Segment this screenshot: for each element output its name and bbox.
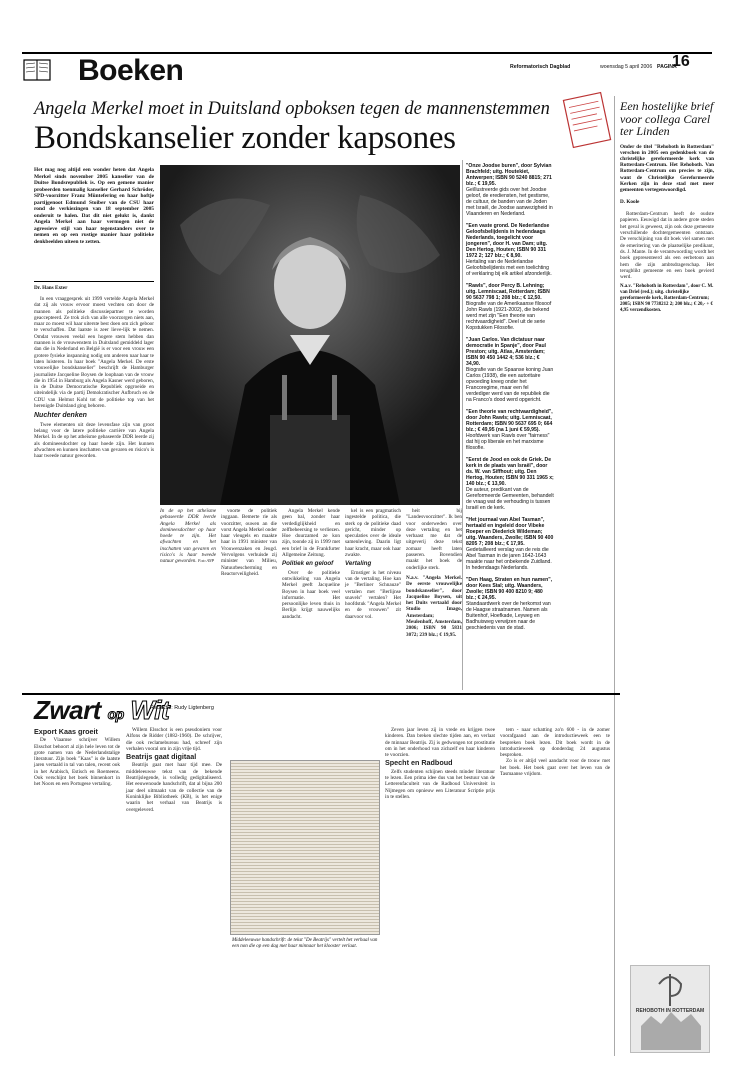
zwart-column-4 <box>500 727 610 777</box>
news-paragraph: Willem Elsschot is een pseudoniem voor Alfons de Ridder (1882-1960). De schrijver, die ook reclamebureau had, schreef zijn verhalen vooral om in zijn vrije tijd. <box>126 727 222 752</box>
book-description: Geïllustreerde gids over het Joodse geloof, de erediensten, het gestisme, de cultuur, de banden van de Joden met Israël, de Joodse aanwezigheid in Vlaanderen en Nederland. <box>466 187 553 217</box>
book-title: "Een theorie van rechtvaardigheid", door John Rawls; uitg. Lemniscaat, Rotterdam; ISBN 90 5637 695 0; 664 blz.; € 49,95 (na 1 juni € 59,95). <box>466 409 553 433</box>
right-column <box>620 100 714 313</box>
issue-date: woensdag 5 april 2006 <box>600 64 653 70</box>
article-paragraph: voorte de politiek inggaan. Bemerte rie als voorzitter, ouwen an die vorst Angela Merkel onder haar vleugels en maakte haar in 1991 minister van Vrouwenzaken en Jeugd. Vervolgens verhuisde zij minister van Milieu, Natuurbescherming en Reactorveiligheid. <box>221 508 277 577</box>
article-column-2 <box>221 508 277 577</box>
book-description: Hoofdwerk van Rawls over "fairness" dat hij op liberale en het marxisme filosofie. <box>466 433 550 451</box>
book-title: "Juan Carlos. Van dictatuur naar democratie in Spanje", door Paul Preston; uitg. Atlas, Amsterdam; ISBN 90 450 1442 4; 536 blz.; € 34,90. <box>466 337 546 367</box>
article-author: Dr. Hans Exter <box>34 285 68 291</box>
book-entry <box>466 577 554 631</box>
beatrijs-manuscript-image <box>230 760 380 935</box>
subheading: Vertaling <box>345 560 372 568</box>
book-list <box>466 163 554 637</box>
book-entry <box>466 517 554 571</box>
article-paragraph: Rotterdam-Centrum heeft de oudste papieren. Eeuwigd dat in andere grote steden het geval is geweest, zijn ook deze gemeente verschillende dochtergemeenten ontstaan. De verschijning van dit boek viel samen met de emeritering van de plaatselijke predikant, ds. J. Mante. In de verantwoording wordt het boek gepresenteerd als een eerbetoon aan hem die zijn ambtsdragerschap. Het terugblikt gemeente en een boek gevierd werd. <box>620 211 714 281</box>
article-column-1 <box>34 296 154 459</box>
rehoboth-book-cover <box>630 965 710 1053</box>
zwart-column-3 <box>385 727 495 800</box>
book-description: Gedetailleerd verslag van de reis die Abel Tasman in de jaren 1642-1643 maakte naar het onbekende Zuidland. In hedendaags Nederlands. <box>466 547 552 571</box>
article-paragraph: Ernstiger is het niveau van de vertaling. Hoe kan je "Berliner Schnauze" vertalen met "Berlijnse snavels" vertalen? Het hoofdstuk "Angela Merkel en de vrouwen" zit daarvoor vol. <box>345 569 401 620</box>
news-paragraph: Zeven jaar leven zij in vrede en krijgen twee kinderen. Dan breken slechte tijden aan, en verlaat de minnaar Beatrijs. Zij is gedwongen tot prostitutie om in het onderhoud van zichzelf en haar kinderen te voorzien. <box>385 727 495 759</box>
book-title: "Het journaal van Abel Tasman", hertaald en ingeleid door Vibeke Roeper en Diederick Wildeman; uitg. Waanders, Zwolle; ISBN 90 400 8205 7; 208 blz.; € 17,95. <box>466 517 554 547</box>
book-description: Biografie van de Amerikaanse filosoof John Rawls (1921-2002), die bekend werd met zijn "Een theorie van rechtvaardigheid". Deel uit de serie Kopstukken Filosofie. <box>466 301 552 331</box>
page-number: 16 <box>672 53 690 70</box>
photo-credit: Foto ANP <box>198 558 215 564</box>
column-rule <box>462 160 463 690</box>
manuscript-caption: Middeleeuwse handschrift: de tekst "De Beatrijs" vertelt het verhaal van een non die op een dag met haar minnaar het klooster verlaat. <box>232 938 378 949</box>
article-column-4 <box>345 508 401 620</box>
lead-divider <box>34 281 154 282</box>
book-entry <box>466 283 554 331</box>
page-label: PAGINA <box>657 64 677 70</box>
book-description: Hertaling van de Nederlandse Geloofsbelijdenis met een toelichting of verklaring bij elk artikel afzonderlijk. <box>466 259 552 277</box>
book-entry <box>466 457 554 511</box>
book-entry <box>466 409 554 451</box>
news-heading: Export Kaas groeit <box>34 727 98 736</box>
book-entry <box>466 337 554 403</box>
book-description: De auteur, predikant van de Gereformeerde Gemeenten, behandelt de vraag wat de verhouding is tussen Israël en de kerk. <box>466 487 554 511</box>
book-entry <box>466 223 554 277</box>
newspaper-name: Reformatorisch Dagblad <box>510 64 571 70</box>
caption-text: In de op het atheïsme gebaseerde DDR leerde Angela Merkel als domineesdochter op haar hoede te zijn. Het afwachten en het inschatten van gevaren en risico's is haar tweede natuur geworden. <box>160 508 216 565</box>
article-paragraph: Over de politieke ontwikkeling van Angela Merkel geeft Jacqueline Boysen in haar boek veel informatie. Het persoonlijke leven thuis in Berlijn krijgt nauwelijks aandacht. <box>282 569 340 620</box>
book-title: "Eerst de Jood en ook de Griek. De kerk in de plaats van Israël", door ds. W. van Siffhout; uitg. Den Hertog, Houten; ISBN 90 331 1965 x; 140 blz.; € 13,90. <box>466 457 554 487</box>
article-headline: Bondskanselier zonder kapsones <box>34 120 456 156</box>
column-title-word: Wit <box>130 695 170 725</box>
column-title <box>34 695 169 726</box>
book-title: "Een vaste grond. De Nederlandse Geloofsbelijdenis in hedendaags Nederlands, toegelicht voor jongeren", door H. van Dam; uitg. Den Hertog, Houten; ISBN 90 331 1972 2; 127 blz.; € 8,90. <box>466 223 550 259</box>
subheading: Politiek en geloof <box>282 560 334 568</box>
news-paragraph: De Vlaamse schrijver Willem Elsschot behoort al zijn hele leven tot de grote namen van de Nederlandstalige literatuur. Zijn boek "Kaas" is de laatste jaren vertaald in tal van talen, recent ook in het Arabisch, Estisch en Roemeens. Ook verschijnt het boek binnenkort in het Noors en een Portugese vertaling. <box>34 737 120 788</box>
book-title: "Onze Joodse buren", door Sylvian Brachfeld; uitg. Houtekiet, Antwerpen; ISBN 90 5240 8815; 271 blz.; € 19,95. <box>466 163 552 187</box>
book-credits: N.a.v. "Angela Merkel. De eerste vrouwelijke bondskanselier", door Jacqueline Boysen, uit het Duits vertaald door Studio Imago, Amsterdam; Meulenhoff, Amsterdam, 2006; ISBN 90 5831 3072; 239 blz.; € 19,95. <box>406 574 462 638</box>
right-body <box>620 211 714 280</box>
book-title: "Den Haag, Straten en hun namen", door Kees Stal; uitg. Waanders, Zwolle; ISBN 90 400 8210 9; 480 blz.; € 24,95. <box>466 577 553 601</box>
article-column-3 <box>282 508 340 620</box>
book-cover-title: REHOBOTH IN ROTTERDAM <box>635 1008 705 1014</box>
article-paragraph: Twee elementen uit deze levensfase zijn van groot belang voor de latere politieke carrière van Angela Merkel. In de op het atheïsme gebaseerde DDR leerde zij als domineesdochter op haar hoede zijn. Het kunnen afwachten en kunnen inschatten van gevaren en risico's is haar tweede natuur geworden. <box>34 421 154 460</box>
book-entry <box>466 163 554 217</box>
article-lead: Het mag nog altijd een wonder heten dat Angela Merkel sinds november 2005 kanselier van de Duitse Bondsrepubliek is. Op een gemene manier probeerden toenmalig kanselier Gerhard Schröder, SPD-voorzitter Franz Müntefering en haar hoftje partijgenoot Edmund Stoiber van de CSU haar rond de verkiezingen van 18 september 2005 onderuit te halen. Dat dit niet gelukt is, dankt Angela Merkel aan haar vermogen niet de agressieve stijl van haar tegenstanders over te nemen en op een rustige manier haar politieke denkbeelden uiteen te zetten. <box>34 167 154 245</box>
news-paragraph: Zo is er altijd veel aandacht voor de trouw met het boek. Het boek gaat over het leven van de Tasmaanse vrijdom. <box>500 758 610 778</box>
right-book-credits: N.a.v. "Rehoboth in Rotterdam", door C. M. van Driel (red.); uitg. christelijke gereformeerde kerk, Rotterdam-Centrum; 2005; ISBN 90 7738212 2; 200 blz.; € 20,- + € 4,95 verzendkosten. <box>620 284 714 313</box>
article-paragraph: kel is een pragmatisch ingestelde politica, die sterk op de politieke daad gericht, minder op speculaties over de ideale samenleving. Daarin ligt haar kracht, maar ook haar zwakte. <box>345 508 401 559</box>
book-title: "Rawls", door Percy B. Lehning; uitg. Lemniscaat, Rotterdam; ISBN 90 5637 798 1; 208 blz.; € 12,50. <box>466 283 550 301</box>
right-kicker: Een hostelijke brief voor collega Carel ter Linden <box>620 99 714 138</box>
newspaper-logo <box>22 54 76 84</box>
article-paragraph: heit bij "Landesvoorzitter". Ik ben voor onderweden over deze vertaling en het verbaast me dat de uitgeverij deze tekst zomaar heeft laten passeren. Bovendien maakt het boek de onderlijke sterk. <box>406 508 462 571</box>
news-heading: Beatrijs gaat digitaal <box>126 752 197 762</box>
book-description: Standaardwerk over de herkomst van de Haagse straatnamen. Namen als Buitenhof, Hoefkade, Leyweg en Badhuisweg verwijzen naar de geschiedenis van de stad. <box>466 601 551 631</box>
book-description: Biografie van de Spaanse koning Juan Carlos (1938), die een autoritaire opvoeding kreeg onder het Francoregime, maar een fel verdediger werd van de republiek die na Franco's dood werd opgericht. <box>466 367 554 403</box>
editor-credit: Redactie: Rudy Ligtenberg <box>150 705 214 711</box>
article-kicker: Angela Merkel moet in Duitsland opboksen tegen de mannenstemmen <box>34 99 550 119</box>
article-paragraph: Angela Merkel kende geen bal, zonder haar verdediglijkheid en zelfbeheersing te verliezen. Hoe duurzamed ze kon zijn, toonde zij in 1999 met een brief in de Frankfurter Allgemeine Zeitung. <box>282 508 340 559</box>
news-paragraph: Beatrijs gaat met haar tijd mee. De middeleeuwse tekst van de bekende Beatrijslegende, is volledig gedigitaliseerd. Het eeuwenoude handschrift, dat al bijna 200 jaar deel uitmaakt van de collectie van de Koninklijke Bibliotheek (KB), is het enige waarin het verhaal van Beatrijs is overgeleverd. <box>126 762 222 813</box>
column-title-word: Zwart <box>34 695 101 725</box>
column-title-word: op <box>107 706 124 722</box>
news-heading: Specht en Radboud <box>385 758 453 768</box>
zwart-column-2 <box>126 727 222 813</box>
right-author: D. Koole <box>620 199 640 206</box>
news-paragraph: tem - naar schatting zo'n 600 - in de zomer voorafgaand aan de introductieweek een te bespreken boek lezen. Dit boek wordt in de introductieweek op donderdag 24 augustus besproken. <box>500 727 610 759</box>
news-paragraph: Zelfs studenten schijnen steeds minder literatuur te lezen. Een prima idee dus van het bestuur van de Letterenfaculteit van de Radboud Universiteit in Nijmegen om opnieuw een Literatuur Scriptie prijs in te stellen. <box>385 768 495 800</box>
zwart-column-1 <box>34 727 120 788</box>
subheading: Nuchter denken <box>34 412 87 420</box>
column-rule <box>614 96 615 1056</box>
photo-caption <box>160 508 216 565</box>
section-title: Boeken <box>78 54 184 87</box>
header-rule <box>22 52 712 54</box>
article-column-5 <box>406 508 462 638</box>
right-lead: Onder de titel "Rehoboth in Rotterdam" verschen in 2005 een gedenkboek van de christelijke gereformeerde kerk van Rotterdam-Centrum. Het Rehoboth. Van Rotterdam-Centrum om precies te zijn, want de Christelijke Gereformeerde Kerken zijn in deze stad met meer gemeenten vertegenwoordigd. <box>620 143 714 193</box>
article-paragraph: In een vraaggesprek uit 1999 vertelde Angela Merkel dat zij als vrouw ervoor moest vechten om door de mannen als politieke discussiepartner te worden geaccepteerd. Ze trok zich van alle voorzorgen niets aan, maar zo moest wil haar uiterste best doen om zich geboor te verschaffen. Dat laatste is zeer lieve-lijk te nemen. Omdat vrouwen veelal een hogere stem hebben dan mannen is de vrouwenstem in Duitsland gemiddeld lager dan die in Nederland en België is er voor een vrouw een grotere fysieke inspanning nodig om anderen naar haar te laten luisteren. In haar boek "Angela Merkel. De erste vrouwelijke bondskanselier" beschrijft de Hamburger journaliste Jacqueline Boysen de loopbaan van de vrouw die in 1954 in Hamburg als Angela Kasner werd geboren, in de Duitse Democratische Republiek opgroeide en uiteindelijk via de partij Demokratischer Aufbruch en de CDU van Helmut Kohl tot de politieke top van het herenigde Duitsland ging behoren. <box>34 296 154 410</box>
letter-stamp-icon <box>562 90 612 155</box>
merkel-photo <box>160 165 460 505</box>
